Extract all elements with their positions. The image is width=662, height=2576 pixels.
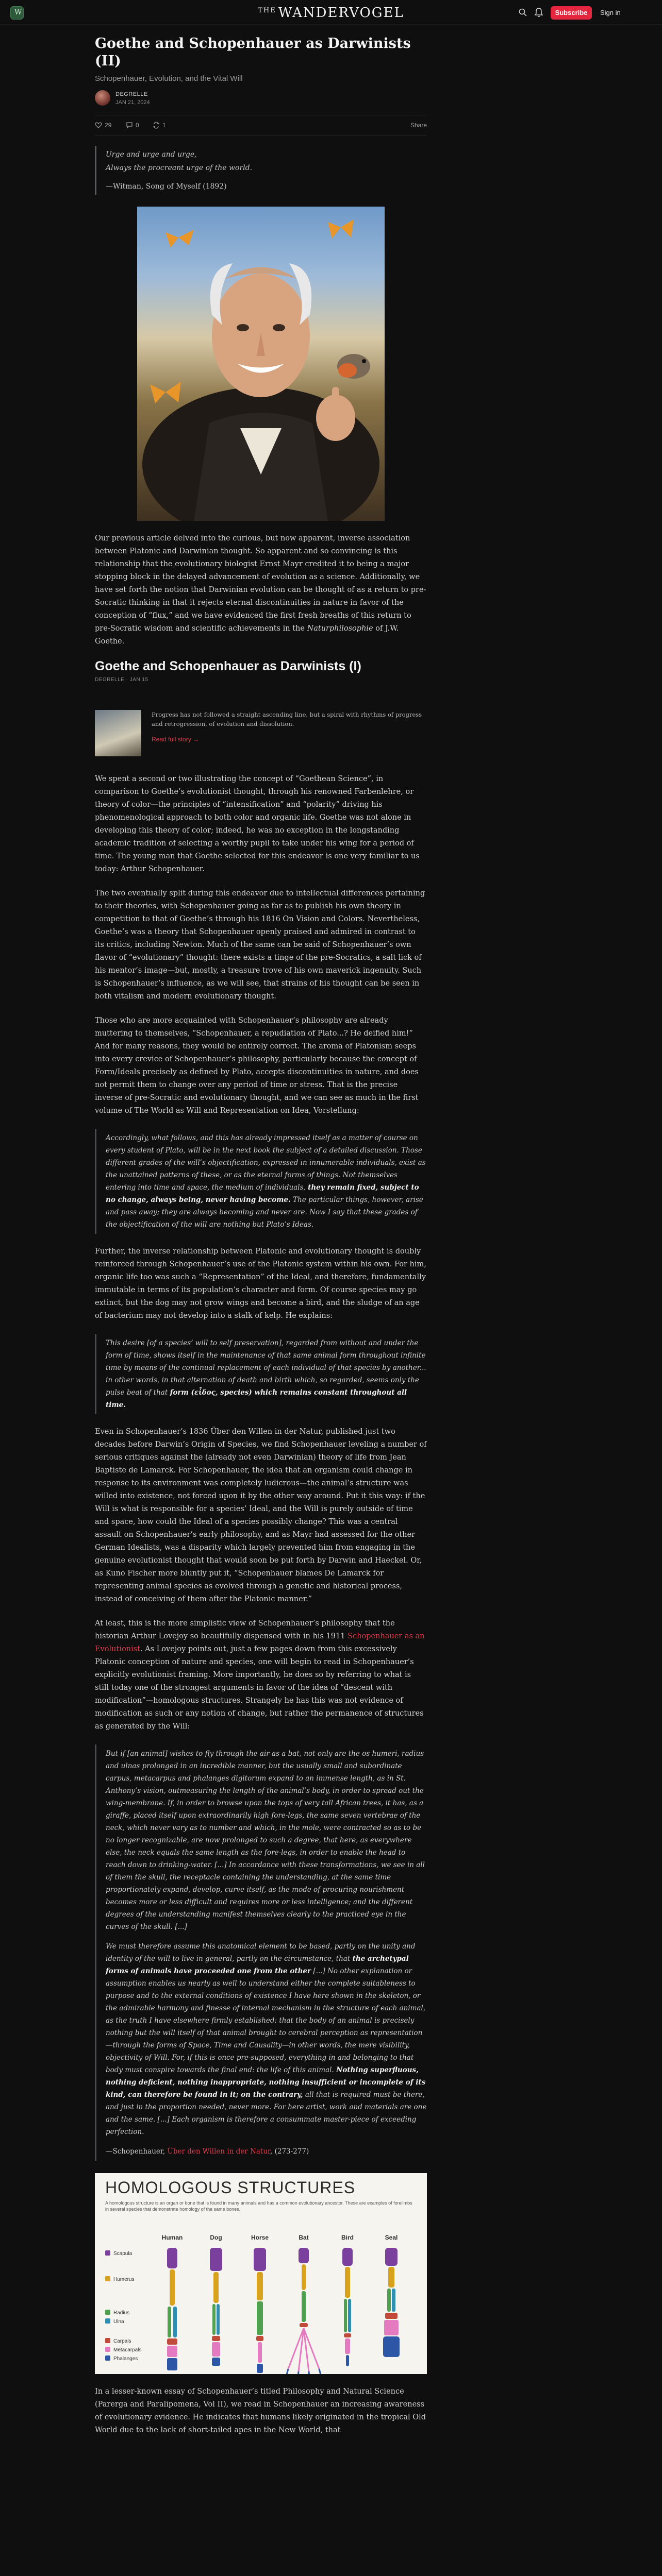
legend-carpals-label: Carpals (113, 2338, 131, 2344)
masthead-prefix: THE (258, 7, 276, 14)
lovejoy-article-link[interactable]: Schopenhauer as an Evolutionist (95, 1632, 425, 1653)
paragraph-7 (95, 1617, 427, 1733)
paragraph-4: Those who are more acquainted with Schopenhauer’s philosophy are already muttering to themselves, “Schopenhauer, a repudiation of Plato...? He deified him!” And for many reasons, they would be entirely correct. The aroma of Platonism seeps into every crevice of Schopenhauer’s philosophy, particularly because the concept of Form/Ideals precisely as defined by Plato, accepts discontinuities in nature, and does not permit them to change over any period of time or stress. That is the precise inverse of pre-Socratic and evolutionary thought, and we can see as much in the first volume of The World as Will and Representation on Idea, Vorstellung: (95, 1016, 419, 1115)
paragraph-1-text: Our previous article delved into the curious, but now apparent, inverse association between Platonic and Darwinian thought. So apparent and so convincing is this relationship that the evolutionary biologist Ernst Mayr credited it to being a major stopping block in the delayed advancement of evolution as a science. Additionally, we have set forth the notion that Darwinian evolution can be thought of as a return to pre-Socratic thinking in that it rejects eternal discontinuities in nature in favor of the conception of “flux,” and we have evidenced the first fresh breaths of this return to pre-Socratic wisdom and scientific achievements in the (95, 534, 426, 633)
figure-column-human: Human (161, 2234, 183, 2241)
comment-button[interactable] (126, 122, 139, 130)
paragraph-7-text: At least, this is the more simplistic view of Schopenhauer’s philosophy that the historian Arthur Lovejoy so beautifully dispensed with in his 1911 (95, 1619, 395, 1640)
heart-icon (95, 122, 102, 129)
paragraph-1-italic: Naturphilosophie (307, 624, 373, 633)
restack-button[interactable] (153, 122, 166, 130)
bird-forelimb (342, 2248, 353, 2366)
article (95, 35, 427, 2437)
subscribe-button[interactable]: Subscribe (551, 6, 592, 20)
embedded-post-title[interactable]: Goethe and Schopenhauer as Darwinists (I) (95, 659, 361, 673)
blockquote-1-text: Accordingly, what follows, and this has already impressed itself as a matter of course on every student of Plato, will be in the next book the subject of a detailed discussion. Those different grades of the will’s objectification, expressed in innumerable individuals, exist as the unattained patterns of these, or as the eternal forms of things. Not themselves entering into time and space, the medium of individuals, (106, 1134, 426, 1192)
blockquote-3-part-2-mid: [...] No other explanation or assumption enables us nearly as well to understand either the complete suitableness to purpose and to the external conditions of existence I have here shown in the skeleton, or the admirable harmony and finesse of internal mechanism in the structure of each animal, as the truth I have elsewhere firmly established: that the body of an animal is precisely nothing but the will itself of that animal brought to cerebral perception as representation—through the forms of Space, Time and Causality—in other words, the mere visibility, objectivity of Will. For, if this is once pre-supposed, everything in and belonging to that body must conspire towards the final end: the life of this animal. (106, 1967, 426, 2074)
dog-forelimb (210, 2248, 222, 2366)
legend-ulna-label: Ulna (113, 2319, 124, 2325)
blockquote-3 (95, 1744, 427, 2161)
sign-in-link[interactable]: Sign in (600, 9, 621, 16)
legend-phalanges-label: Phalanges (113, 2356, 138, 2362)
blockquote-3-part-2-end: all that is required must be there, and just in the proportion needed, never more. For here artist, work and materials are one and the same. [...] Each organism is therefore a consummate master-piece of exceeding perfection. (106, 2091, 427, 2136)
forelimb-diagrams (95, 2173, 427, 2374)
blockquote-3-attribution-text: —Schopenhauer, (106, 2147, 168, 2156)
human-forelimb (167, 2248, 177, 2370)
post-title: Goethe and Schopenhauer as Darwinists (II) (95, 36, 411, 69)
comment-icon (126, 122, 133, 129)
blockquote-3-bold-1: the archetypal forms of animals have proceeded one from the other (106, 1955, 409, 1975)
blockquote-3-bold-2: Nothing superfluous, nothing deficient, nothing inappropriate, nothing insufficient or incomplete of its kind, can therefore be found in it; on the contrary, (106, 2066, 426, 2099)
blockquote-3-attribution (106, 2145, 427, 2158)
paragraph-8: In a lesser-known essay of Schopenhauer’s titled Philosophy and Natural Science (Parerga and Paralipomena, Vol II), we read in Schopenhauer an increasing awareness of evolutionary evidence. He indicates that humans likely originated in the tropical Old World due to the lack of short-tailed apes in the New World, that (95, 2387, 426, 2434)
blockquote-1 (95, 1129, 427, 1234)
restack-icon (153, 122, 160, 129)
figure-column-horse: Horse (251, 2234, 269, 2241)
like-button[interactable] (95, 122, 111, 130)
paragraph-2: We spent a second or two illustrating the concept of “Goethean Science”, in comparison to Goethe’s evolutionist thought, through his renowned Farbenlehre, or theory of color—the principles of “intensification” and “polarity” driving his phenomenological approach to both color and organic life. Goethe was not alone in developing this theory of color; indeed, he was no exception in the longstanding academic tradition of selecting a worthy pupil to take under his wing for a period of time. The young man that Goethe selected for this endeavor is one very familiar to us today: Arthur Schopenhauer. (95, 775, 420, 873)
comment-count: 0 (136, 122, 139, 129)
top-navigation-bar (0, 0, 662, 25)
post-subtitle: Schopenhauer, Evolution, and the Vital Will (95, 74, 243, 83)
blockquote-2 (95, 1334, 427, 1414)
ueber-den-willen-link[interactable]: Über den Willen in der Natur (167, 2147, 271, 2156)
bell-icon[interactable] (534, 7, 543, 18)
embedded-post-blurb: Progress has not followed a straight ascending line, but a spiral with rhythms of progress and retrogression, of evolution and dissolution. (152, 711, 422, 727)
figure-column-bat: Bat (299, 2234, 309, 2241)
blockquote-1-end: The particular things, however, arise and pass away; they are always becoming and never are. Now I say that these grades of the objectification of the will are nothing but Plato’s Ideas. (106, 1196, 423, 1229)
restack-count: 1 (162, 122, 166, 129)
epigraph-attribution: —Witman, Song of Myself (1892) (106, 182, 227, 191)
paragraph-7-end: . As Lovejoy points out, just a few pages down from this excessively Platonic conception of nature and species, one will begin to read in Schopenhauer’s explicitly evolutionist framing. More importantly, he does so by referring to what is still today one of the strongest arguments in favor of the idea of “descent with modification”—homologous structures. Strangely he has this was not evidence of modification as such or any notion of change, but rather the permanence of structures as generated by the Will: (95, 1645, 424, 1731)
paragraph-5: Further, the inverse relationship between Platonic and evolutionary thought is doubly reinforced through Schopenhauer’s use of the Platonic system within his own. For him, organic life too was such a “Representation” of the Ideal, and therefore, fundamentally immutable in terms of its population’s character and form. Of course species may go extinct, but the dog may not grow wings and become a bird, and the sludge of an age of bacterium may not develop into a stalk of kelp. He explains: (95, 1247, 426, 1320)
author-name[interactable]: DEGRELLE (115, 91, 148, 97)
masthead-name: WANDERVOGEL (278, 5, 404, 21)
paragraph-1 (95, 532, 427, 648)
legend-metacarpals-label: Metacarpals (113, 2347, 142, 2353)
legend-radius-label: Radius (113, 2310, 130, 2316)
publication-logo-letter: W (14, 8, 22, 16)
figure-column-bird: Bird (341, 2234, 354, 2241)
share-button[interactable]: Share (410, 122, 427, 129)
figure-title: HOMOLOGOUS STRUCTURES (105, 2178, 356, 2197)
epigraph-line-1: Urge and urge and urge, (106, 150, 197, 159)
legend-scapula-label: Scapula (113, 2251, 133, 2257)
homologous-structures-figure[interactable] (95, 2173, 427, 2374)
paragraph-6: Even in Schopenhauer’s 1836 Über den Willen in der Natur, published just two decades before Darwin’s Origin of Species, we find Schopenhauer leveling a number of serious critiques against the (already not even Darwinian) theory of life from Jean Baptiste de Lamarck. For Schopenhauer, the idea that an organism could change in response to its environment was completely ludicrous—the animal’s structure was willed into existence, not forced upon it by the other way around. Put it this way: if the Will is what is responsible for a species’ Ideal, and the Will is purely outside of time and space, how could the Ideal of a species possibly change? This was a central assault on Schopenhauer’s early philosophy, and as Mayr had assessed for the other German Idealists, was a disparity which largely prevented him from engaging in the genuine evolutionist thought that would soon be put forth by Darwin and Haeckel. Or, as Kuno Fischer more bluntly put it, “Schopenhauer blames De Lamarck for representing animal species as evolved through a genetic and historical process, instead of conceiving of them after the Platonic manner.” (95, 1428, 427, 1603)
byline (95, 89, 427, 113)
paragraph-1-end: of J.W. Goethe. (95, 624, 399, 646)
blockquote-3-part-2-text: We must therefore assume this anatomical element to be based, partly on the unity and identity of the will to live in general, partly on the circumstance, that (106, 1942, 416, 1963)
hero-illustration (137, 207, 385, 521)
paragraph-3: The two eventually split during this endeavor due to intellectual differences pertaining to their theories, with Schopenhauer going as far as to publish his own theory in competition to that of Goethe’s through his 1816 On Vision and Colors. Nevertheless, Goethe’s was a theory that Schopenhauer openly praised and admired in contrast to its critics, including Newton. Much of the same can be said of Schopenhauer’s own flavor of “evolutionary” thought: there exists a tinge of the pre-Socratics, a salt lick of his mentor’s image—but, mostly, a treasure trove of his own maverick ingenuity. Such is Schopenhauer’s influence, as we will see, that strains of his thought can be seen in both vitalism and modern evolutionary thought. (95, 889, 425, 1001)
epigraph-line-2: Always the procreant urge of the world. (106, 164, 253, 172)
like-count: 29 (105, 122, 112, 129)
horse-forelimb (254, 2248, 266, 2373)
blockquote-3-attribution-end: , (273-277) (270, 2147, 309, 2156)
blockquote-2-text: This desire [of a species’ will to self preservation], regarded from without and under the form of time, shows itself in the maintenance of that same animal form throughout infinite time by means of the continual replacement of each individual of that species by another... in other words, in that alternation of death and birth which, so regarded, seems only the pulse beat of that (106, 1339, 426, 1397)
hero-image-schopenhauer-portrait[interactable] (137, 207, 385, 521)
blockquote-2-bold: form (εἶδος, species) which remains constant throughout all time. (106, 1388, 407, 1409)
blockquote-3-part-1: But if [an animal] wishes to fly through the air as a bat, not only are the os humeri, radius and ulnas prolonged in an incredible manner, but the usually small and subordinate carpus, metacarpus and phalanges digitorum expand to an immense length, as in St. Anthony’s vision, outmeasuring the length of the animal’s body, in order to spread out the wing-membrane. If, in order to browse upon the tops of very tall African trees, it has, as a giraffe, placed itself upon extraordinarily high fore-legs, the same seven vertebrae of the neck, which never vary as to number and which, in the mole, were contracted so as to be no longer recognizable, are now prolonged to such a degree, that here, as everywhere else, the neck equals the same length as the fore-legs, in order to enable the head to reach down to drinking-water. [...] In accordance with these transformations, we see in all of them the skull, the receptacle containing the understanding, at the same time proportionately expand, develop, curve itself, as the mode of procuring nourishment becomes more or less difficult and requires more or less intelligence; and the different degrees of the understanding manifest themselves clearly to the practiced eye in the curves of the skull. [...] (106, 1750, 425, 1931)
epigraph-quote (95, 146, 427, 195)
post-date: JAN 21, 2024 (115, 99, 150, 106)
figure-column-dog: Dog (210, 2234, 222, 2241)
figure-column-seal: Seal (385, 2234, 398, 2241)
legend-humerus-label: Humerus (113, 2277, 135, 2282)
search-icon[interactable] (519, 8, 527, 16)
embedded-post-meta: DEGRELLE · JAN 15 (95, 677, 148, 683)
embedded-post-thumbnail[interactable] (95, 710, 141, 756)
post-actions-bar (95, 115, 427, 135)
bat-forelimb (286, 2248, 321, 2374)
blockquote-1-bold: they remain fixed, subject to no change, always being, never having become. (106, 1183, 419, 1204)
read-full-story-link[interactable]: Read full story → (152, 736, 200, 743)
blockquote-3-part-2 (106, 1940, 427, 2138)
author-avatar[interactable] (95, 90, 110, 106)
seal-forelimb (383, 2248, 400, 2357)
embedded-post-card[interactable] (95, 658, 427, 761)
figure-caption: A homologous structure is an organ or bone that is found in many animals and has a common evolutionary ancestor. These are examples of forelimbs in several species that demonstrate homology of the same bones. (105, 2200, 412, 2212)
